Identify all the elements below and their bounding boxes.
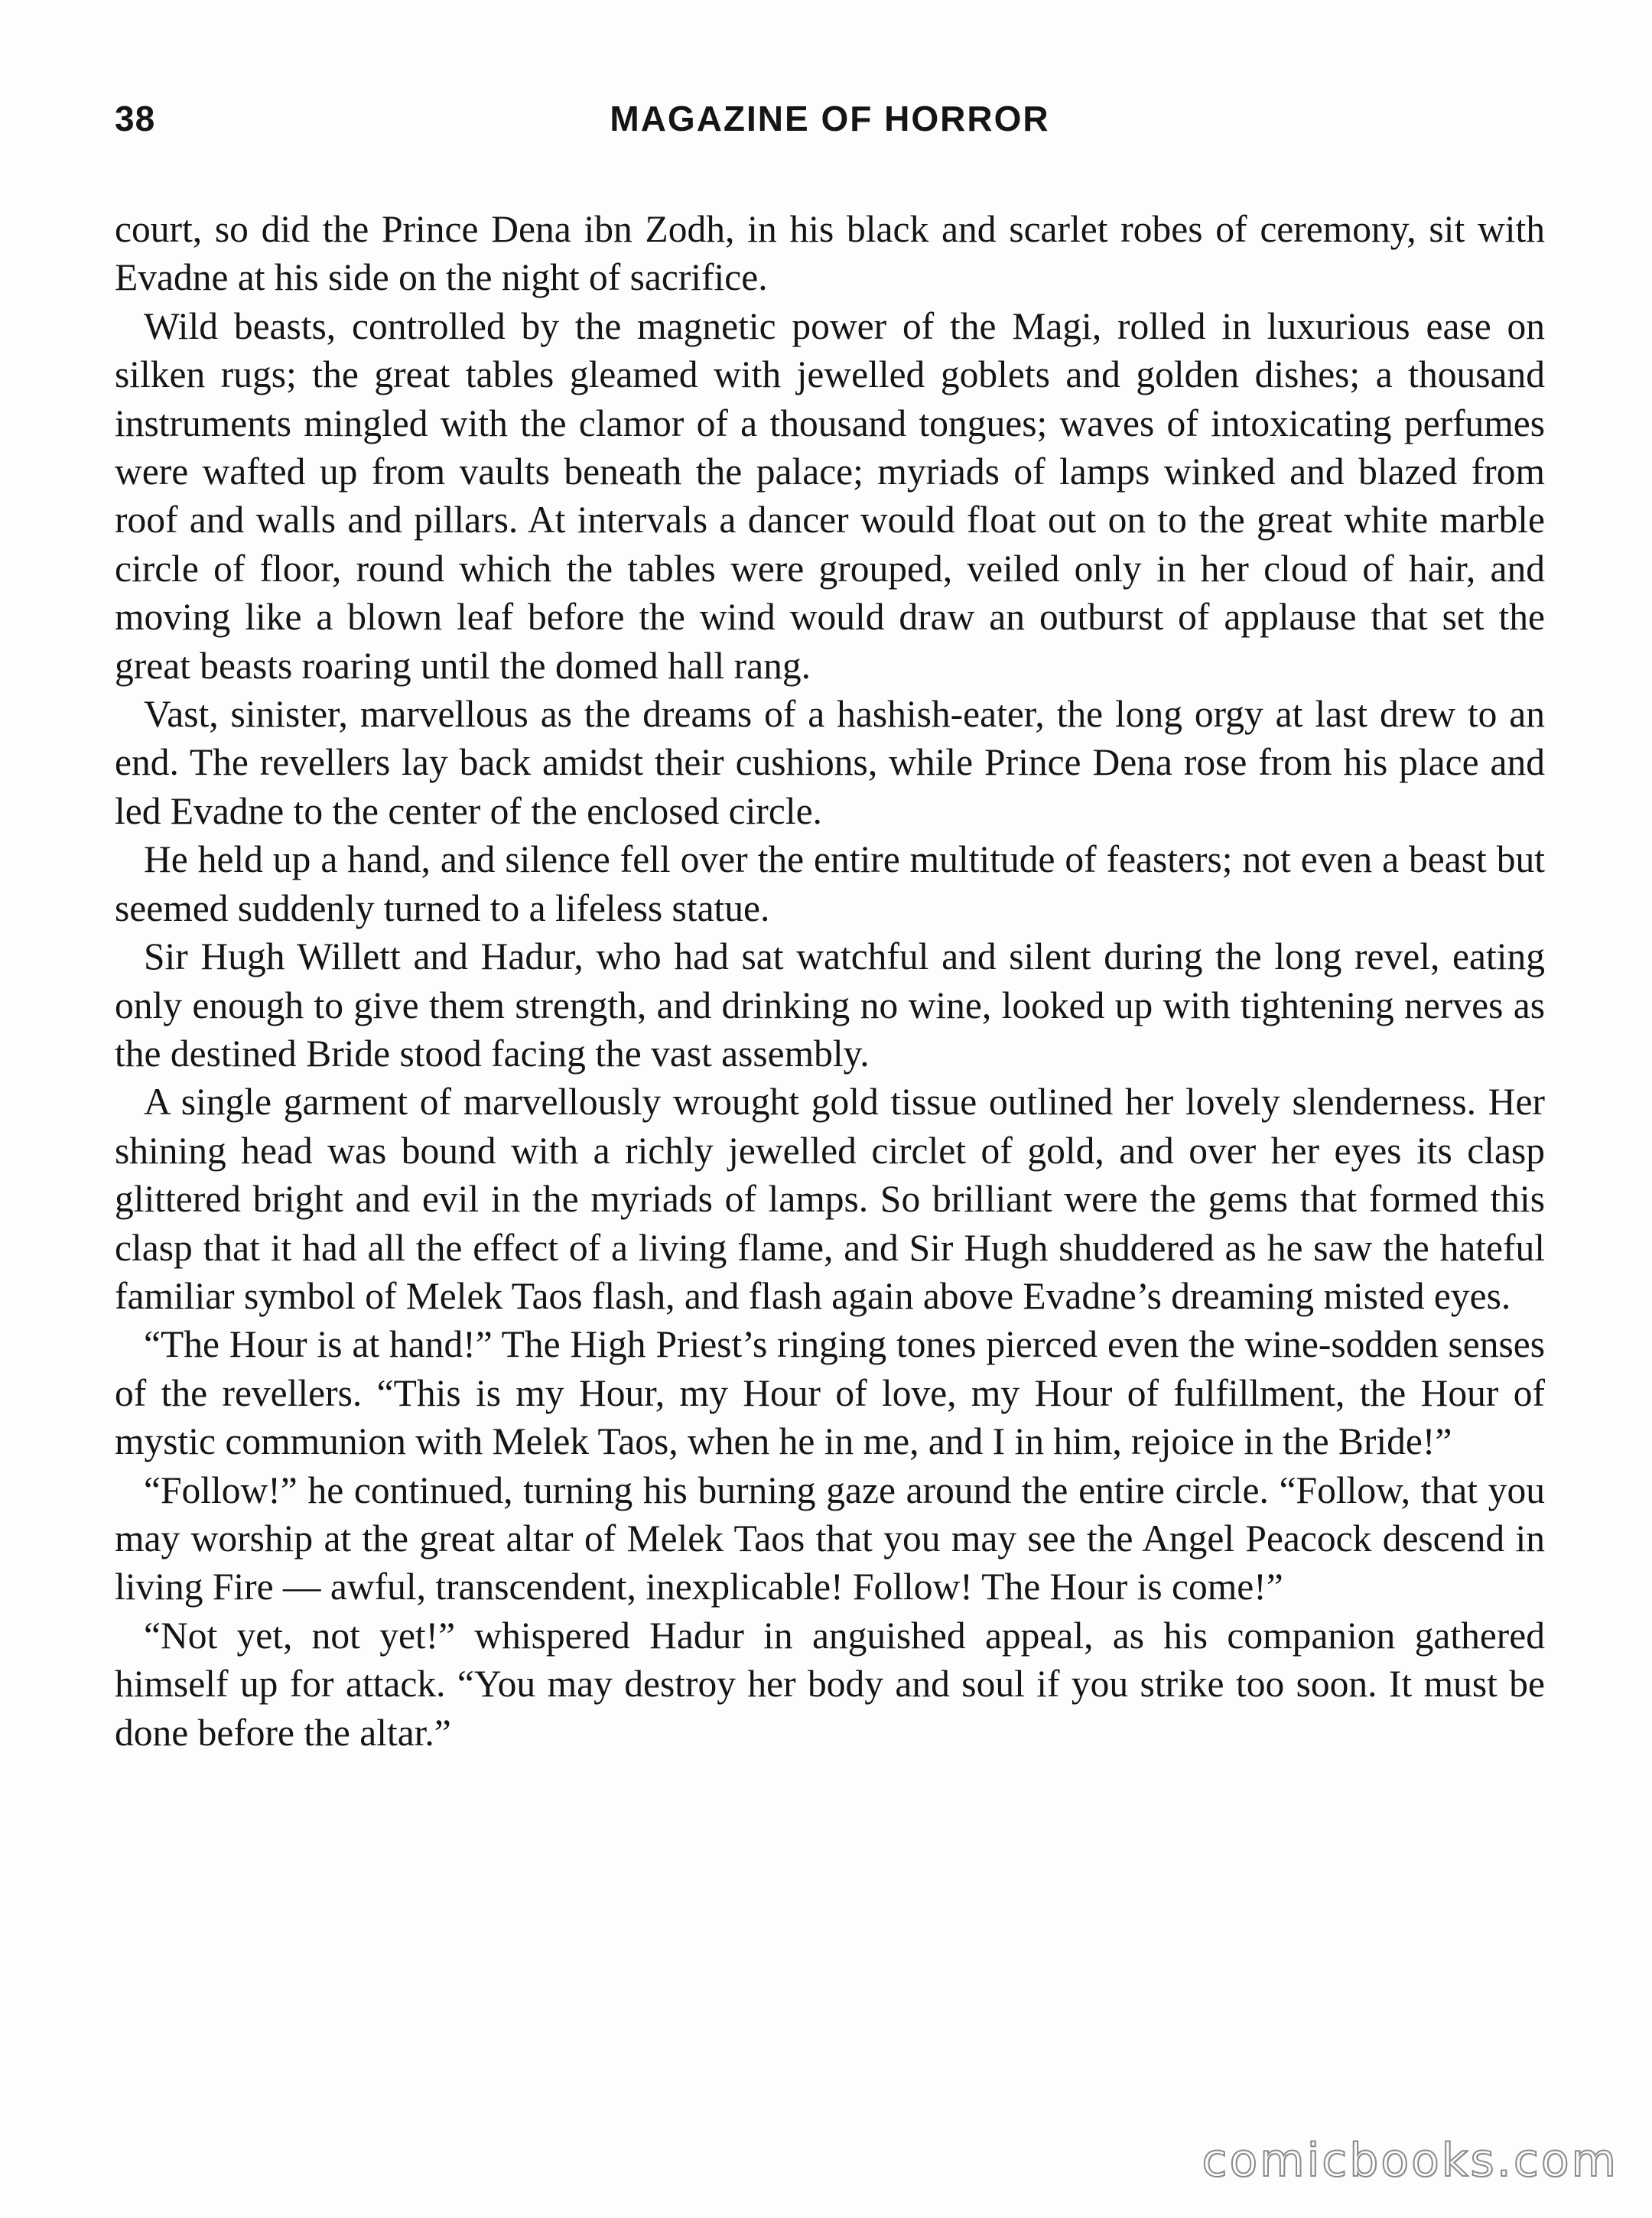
paragraph: “The Hour is at hand!” The High Priest’s ringing tones pierced even the wine-sodden senses of the revellers. “This is my Hour, my Hour of love, my Hour of fulfillment, the Hour of mystic communion with Melek Taos, when he in me, and I in him, rejoice in the Bride!” (115, 1323, 1545, 1463)
page-number: 38 (115, 99, 156, 138)
paragraph: He held up a hand, and silence fell over the entire multitude of feasters; not even a beast but seemed suddenly turned to a lifeless statue. (115, 838, 1545, 929)
paragraph: “Follow!” he continued, turning his burning gaze around the entire circle. “Follow, that you may worship at the great altar of Melek Taos that you may see the Angel Peacock descend in living Fire — awful, transcendent, inexplicable! Follow! The Hour is come!” (115, 1468, 1545, 1608)
page-header (115, 98, 1545, 147)
paragraph: court, so did the Prince Dena ibn Zodh, in his black and scarlet robes of ceremony, sit with Evadne at his side on the night of sacrifice. (115, 208, 1545, 299)
paragraph: Sir Hugh Willett and Hadur, who had sat watchful and silent during the long revel, eating only enough to give them strength, and drinking no wine, looked up with tightening nerves as the destined Bride stood facing the vast assembly. (115, 935, 1545, 1075)
paragraph: Vast, sinister, marvellous as the dreams of a hashish-eater, the long orgy at last drew to an end. The revellers lay back amidst their cushions, while Prince Dena rose from his place and led Evadne to the center of the enclosed circle. (115, 693, 1545, 832)
paragraph: Wild beasts, controlled by the magnetic power of the Magi, rolled in luxurious ease on silken rugs; the great tables gleamed with jewelled goblets and golden dishes; a thousand instruments mingled with the clamor of a thousand tongues; waves of intoxicating perfumes were wafted up from vaults beneath the palace; myriads of lamps winked and blazed from roof and walls and pillars. At intervals a dancer would float out on to the great white marble circle of floor, round which the tables were grouped, veiled only in her cloud of hair, and moving like a blown leaf before the wind would draw an outburst of applause that set the great beasts roaring until the domed hall rang. (115, 304, 1545, 687)
paragraph: “Not yet, not yet!” whispered Hadur in anguished appeal, as his companion gathered himself up for attack. “You may destroy her body and soul if you strike too soon. It must be done before the altar.” (115, 1614, 1545, 1754)
running-head: MAGAZINE OF HORROR (610, 99, 1050, 138)
paragraph: A single garment of marvellously wrought gold tissue outlined her lovely slenderness. Her shining head was bound with a richly jewelled circlet of gold, and over her eyes its clasp glittered bright and evil in the myriads of lamps. So brilliant were the gems that formed this clasp that it had all the effect of a living flame, and Sir Hugh shuddered as he saw the hateful familiar symbol of Melek Taos flash, and flash again above Evadne’s dreaming misted eyes. (115, 1081, 1545, 1317)
watermark: comicbooks.com (1202, 2134, 1618, 2187)
story-text (115, 205, 1545, 1757)
